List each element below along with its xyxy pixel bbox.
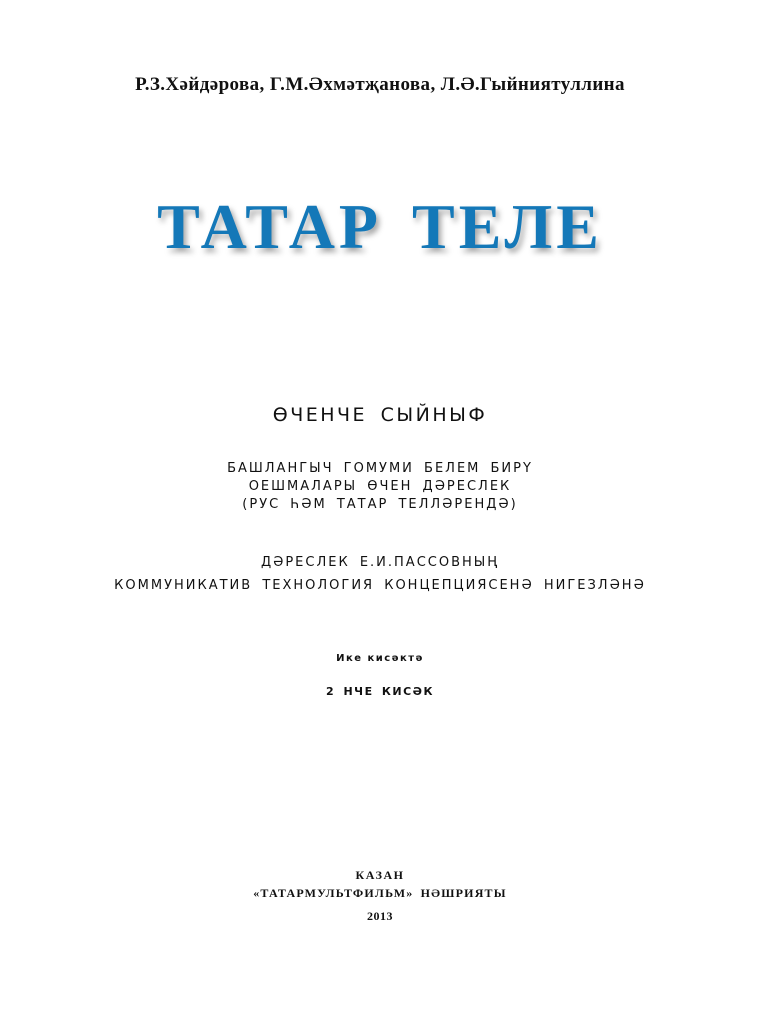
- imprint-year: 2013: [367, 909, 393, 923]
- purpose-line: ОЕШМАЛАРЫ ӨЧЕН ДӘРЕСЛЕК: [248, 479, 512, 494]
- imprint-city: КАЗАН: [355, 868, 405, 882]
- grade-label: ӨЧЕНЧЕ СЫЙНЫФ: [272, 404, 488, 426]
- purpose-line: БАШЛАНГЫЧ ГОМУМИ БЕЛЕМ БИРҮ: [227, 461, 533, 476]
- parts-count: Ике кисәктә: [336, 653, 424, 664]
- purpose-line: (РУС ҺӘМ ТАТАР ТЕЛЛӘРЕНДӘ): [242, 497, 518, 512]
- imprint-publisher: «ТАТАРМУЛЬТФИЛЬМ» НӘШРИЯТЫ: [253, 886, 507, 900]
- concept-line: КОММУНИКАТИВ ТЕХНОЛОГИЯ КОНЦЕПЦИЯСЕНӘ НИГЕЗЛӘНӘ: [114, 578, 646, 593]
- concept-line: ДӘРЕСЛЕК Е.И.ПАССОВНЫҢ: [260, 555, 500, 570]
- part-number: 2 НЧЕ КИСӘК: [325, 685, 435, 698]
- book-title: ТАТАР ТЕЛЕ: [157, 191, 603, 262]
- authors: Р.З.Хәйдәрова, Г.М.Әхмәтҗанова, Л.Ә.Гыйниятуллина: [135, 74, 625, 95]
